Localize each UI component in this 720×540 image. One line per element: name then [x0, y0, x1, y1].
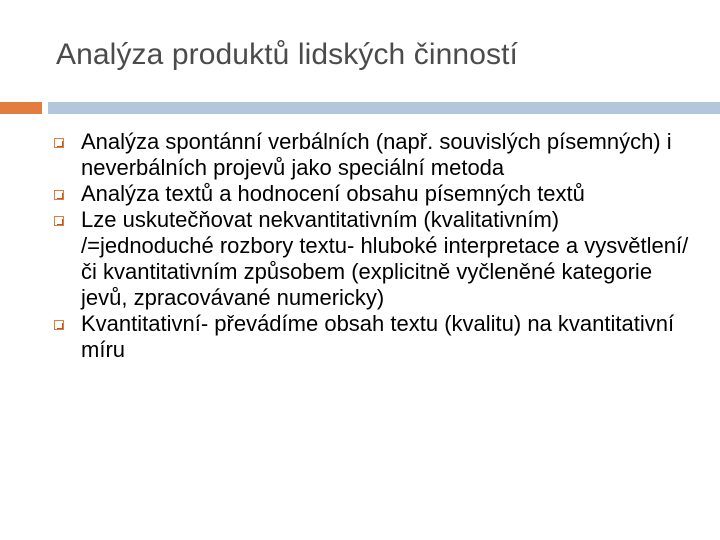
bullet-item — [54, 207, 694, 311]
slide-title: Analýza produktů lidských činností — [56, 38, 518, 71]
hollow-square-bullet-icon — [54, 320, 64, 330]
bullet-item — [54, 181, 694, 207]
bullet-text: Kvantitativní- převádíme obsah textu (kvalitu) na kvantitativní míru — [81, 311, 675, 362]
title-accent-bar — [0, 102, 42, 114]
hollow-square-bullet-icon — [54, 190, 64, 200]
bullet-item — [54, 311, 694, 363]
bullet-list — [54, 129, 694, 363]
bullet-text: Analýza spontánní verbálních (např. souvislých písemných) i neverbálních projevů jako speciální metoda — [81, 129, 672, 180]
hollow-square-bullet-icon — [54, 138, 64, 148]
title-divider-bar — [48, 102, 720, 114]
bullet-text: Lze uskutečňovat nekvantitativním (kvalitativním) /=jednoduché rozbory textu- hluboké interpretace a vysvětlení/ či kvantitativním způsobem (explicitně vyčleněné kategorie jevů, zpracovávané numericky) — [81, 207, 689, 310]
bullet-text: Analýza textů a hodnocení obsahu písemných textů — [81, 181, 585, 206]
bullet-item — [54, 129, 694, 181]
hollow-square-bullet-icon — [54, 216, 64, 226]
